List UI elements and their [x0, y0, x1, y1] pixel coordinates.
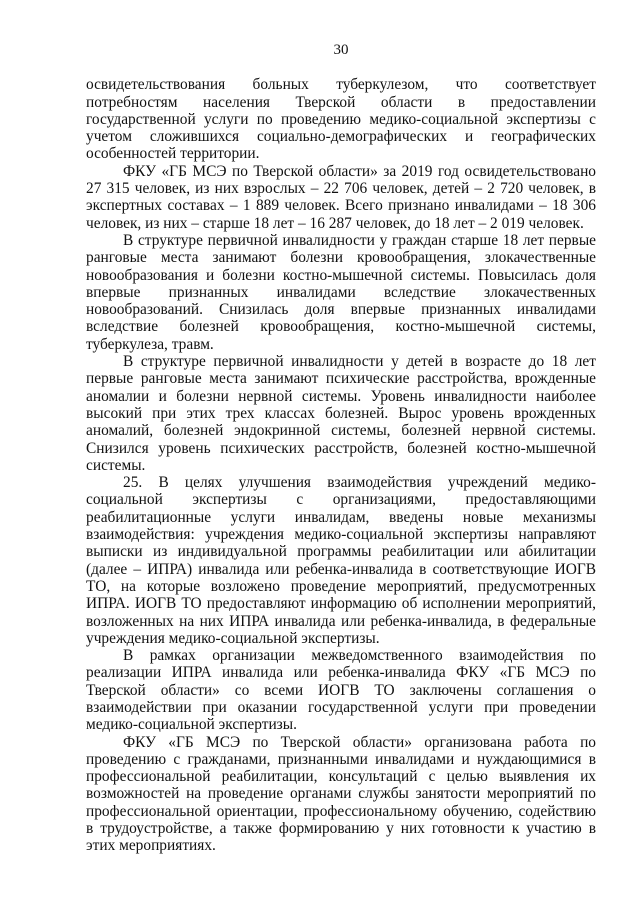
- paragraph: 25. В целях улучшения взаимодействия учреждений медико-социальной экспертизы с организациями, предоставляющими реабилитационные услуги инвалидам, введены новые механизмы взаимодействия: учреждения медико-социальной экспертизы направляют выписки из индивидуальной программы реабилитации или абилитации (далее – ИПРА) инвалида или ребенка-инвалида в соответствующие ИОГВ ТО, на которые возложено проведение мероприятий, предусмотренных ИПРА. ИОГВ ТО предоставляют информацию об исполнении мероприятий, возложенных на них ИПРА инвалида или ребенка-инвалида, в федеральные учреждения медико-социальной экспертизы.: [86, 474, 596, 647]
- page-number: 30: [333, 42, 349, 58]
- paragraph: ФКУ «ГБ МСЭ по Тверской области» организована работа по проведению с гражданами, признанными инвалидами и нуждающимися в профессиональной реабилитации, консультаций с целью выявления их возможностей на проведение органами службы занятости мероприятий по профессиональной ориентации, профессиональному обучению, содействию в трудоустройстве, а также формированию у них готовности к участию в этих мероприятиях.: [86, 733, 596, 855]
- paragraph: ФКУ «ГБ МСЭ по Тверской области» за 2019 год освидетельствовано 27 315 человек, из них взрослых – 22 706 человек, детей – 2 720 человек, в экспертных составах – 1 889 человек. Всего признано инвалидами – 18 306 человек, из них – старше 18 лет – 16 287 человек, до 18 лет – 2 019 человек.: [86, 162, 596, 232]
- document-body: [86, 76, 596, 854]
- paragraph: В структуре первичной инвалидности у детей в возрасте до 18 лет первые ранговые места занимают психические расстройства, врожденные аномалии и болезни нервной системы. Уровень инвалидности наиболее высокий при этих трех классах болезней. Вырос уровень врожденных аномалий, болезней эндокринной системы, болезней нервной системы. Снизился уровень психических расстройств, болезней костно-мышечной системы.: [86, 353, 596, 474]
- paragraph: В структуре первичной инвалидности у граждан старше 18 лет первые ранговые места занимают болезни кровообращения, злокачественные новообразования и болезни костно-мышечной системы. Повысилась доля впервые признанных инвалидами вследствие злокачественных новообразований. Снизилась доля впервые признанных инвалидами вследствие болезней кровообращения, костно-мышечной системы, туберкулеза, травм.: [86, 231, 596, 353]
- paragraph: В рамках организации межведомственного взаимодействия по реализации ИПРА инвалида или ребенка-инвалида ФКУ «ГБ МСЭ по Тверской области» со всеми ИОГВ ТО заключены соглашения о взаимодействии при оказании государственной услуги при проведении медико-социальной экспертизы.: [86, 647, 596, 734]
- paragraph: освидетельствования больных туберкулезом, что соответствует потребностям населения Тверской области в предоставлении государственной услуги по проведению медико-социальной экспертизы с учетом сложившихся социально-демографических и географических особенностей территории.: [86, 76, 596, 163]
